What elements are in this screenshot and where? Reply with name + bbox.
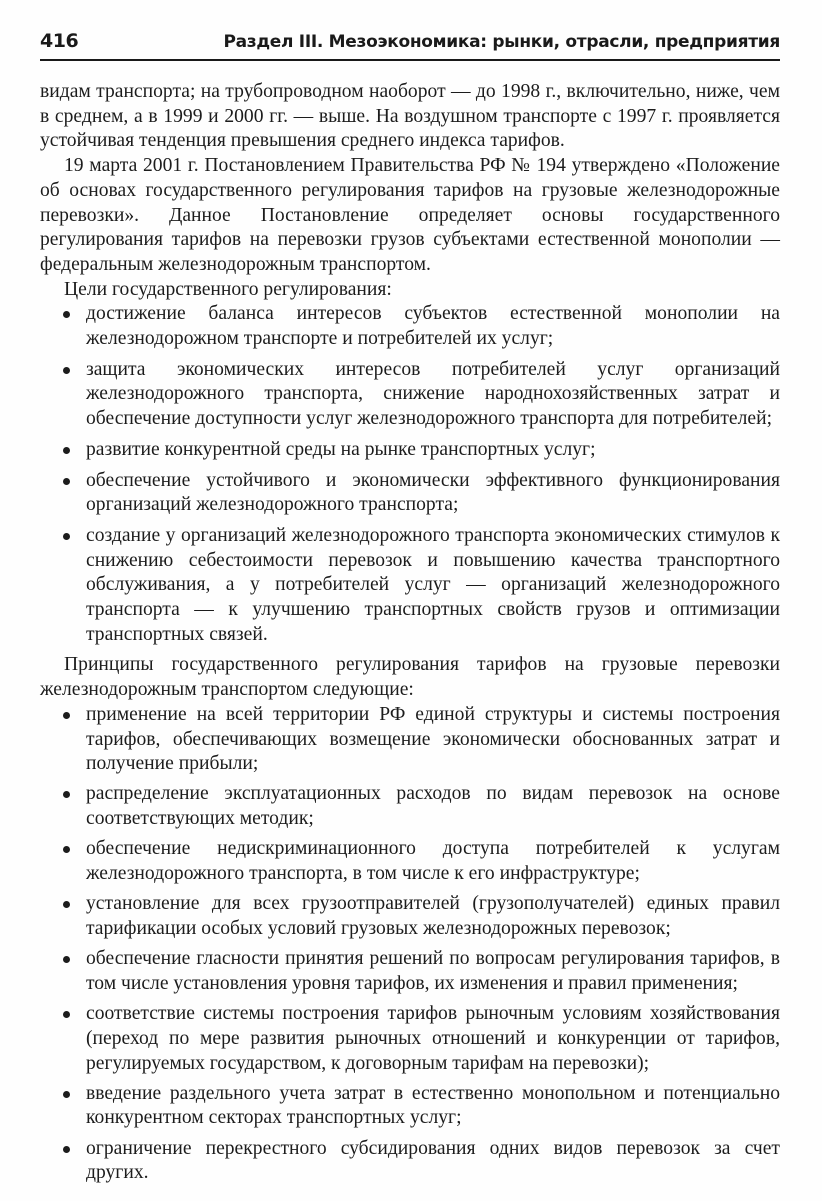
- page-header: [40, 28, 780, 58]
- list-item: развитие конкурентной среды на рынке транспортных услуг;: [40, 438, 780, 463]
- header-rule: [40, 59, 780, 61]
- page-body: [40, 80, 780, 1192]
- list-item: распределение эксплуатационных расходов по видам перевозок на основе соответствующих методик;: [40, 782, 780, 831]
- list-item: обеспечение недискриминационного доступа потребителей к услугам железнодорожного транспорта, в том числе к его инфраструктуре;: [40, 837, 780, 886]
- page-number: 416: [40, 30, 79, 52]
- paragraph-decree: 19 марта 2001 г. Постановлением Правительства РФ № 194 утверждено «Положение об основах государственного регулирования тарифов на грузовые железнодорожные перевозки». Данное Постановление определяет основы государственного регулирования тарифов на перевозки грузов субъектами естественной монополии — федеральным железнодорожным транспортом.: [40, 155, 780, 275]
- list-item: обеспечение гласности принятия решений по вопросам регулирования тарифов, в том числе установления уровня тарифов, их изменения и правил применения;: [40, 947, 780, 996]
- principles-list: [40, 703, 780, 1186]
- goals-heading: Цели государственного регулирования:: [64, 278, 392, 300]
- list-item: установление для всех грузоотправителей (грузополучателей) единых правил тарификации особых условий грузовых железнодорожных перевозок;: [40, 892, 780, 941]
- list-item: создание у организаций железнодорожного транспорта экономических стимулов к снижению себестоимости перевозок и повышению качества транспортного обслуживания, а у потребителей услуг — организаций железнодорожного транспорта — к улучшению транспортных свойств грузов и оптимизации транспортных связей.: [40, 524, 780, 648]
- list-item: введение раздельного учета затрат в естественно монопольном и потенциально конкурентном секторах транспортных услуг;: [40, 1082, 780, 1131]
- goals-list: [40, 302, 780, 647]
- list-item: соответствие системы построения тарифов рыночным условиям хозяйствования (переход по мере развития рыночных отношений и конкуренции от тарифов, регулируемых государством, к договорным тарифам на перевозки);: [40, 1002, 780, 1076]
- list-item: ограничение перекрестного субсидирования одних видов перевозок за счет других.: [40, 1137, 780, 1186]
- principles-heading: Принципы государственного регулирования тарифов на грузовые перевозки железнодорожным транспортом следующие:: [40, 654, 780, 701]
- paragraph-continuation: видам транспорта; на трубопроводном наоборот — до 1998 г., включительно, ниже, чем в среднем, а в 1999 и 2000 гг. — выше. На воздушном транспорте с 1997 г. проявляется устойчивая тенденция превышения среднего индекса тарифов.: [40, 81, 780, 152]
- list-item: применение на всей территории РФ единой структуры и системы построения тарифов, обеспечивающих возмещение экономически обоснованных затрат и получение прибыли;: [40, 703, 780, 777]
- running-title: Раздел III. Мезоэкономика: рынки, отрасли, предприятия: [223, 32, 780, 52]
- list-item: защита экономических интересов потребителей услуг организаций железнодорожного транспорта, снижение народнохозяйственных затрат и обеспечение доступности услуг железнодорожного транспорта для потребителей;: [40, 358, 780, 432]
- list-item: достижение баланса интересов субъектов естественной монополии на железнодорожном транспорте и потребителей их услуг;: [40, 302, 780, 351]
- list-item: обеспечение устойчивого и экономически эффективного функционирования организаций железнодорожного транспорта;: [40, 469, 780, 518]
